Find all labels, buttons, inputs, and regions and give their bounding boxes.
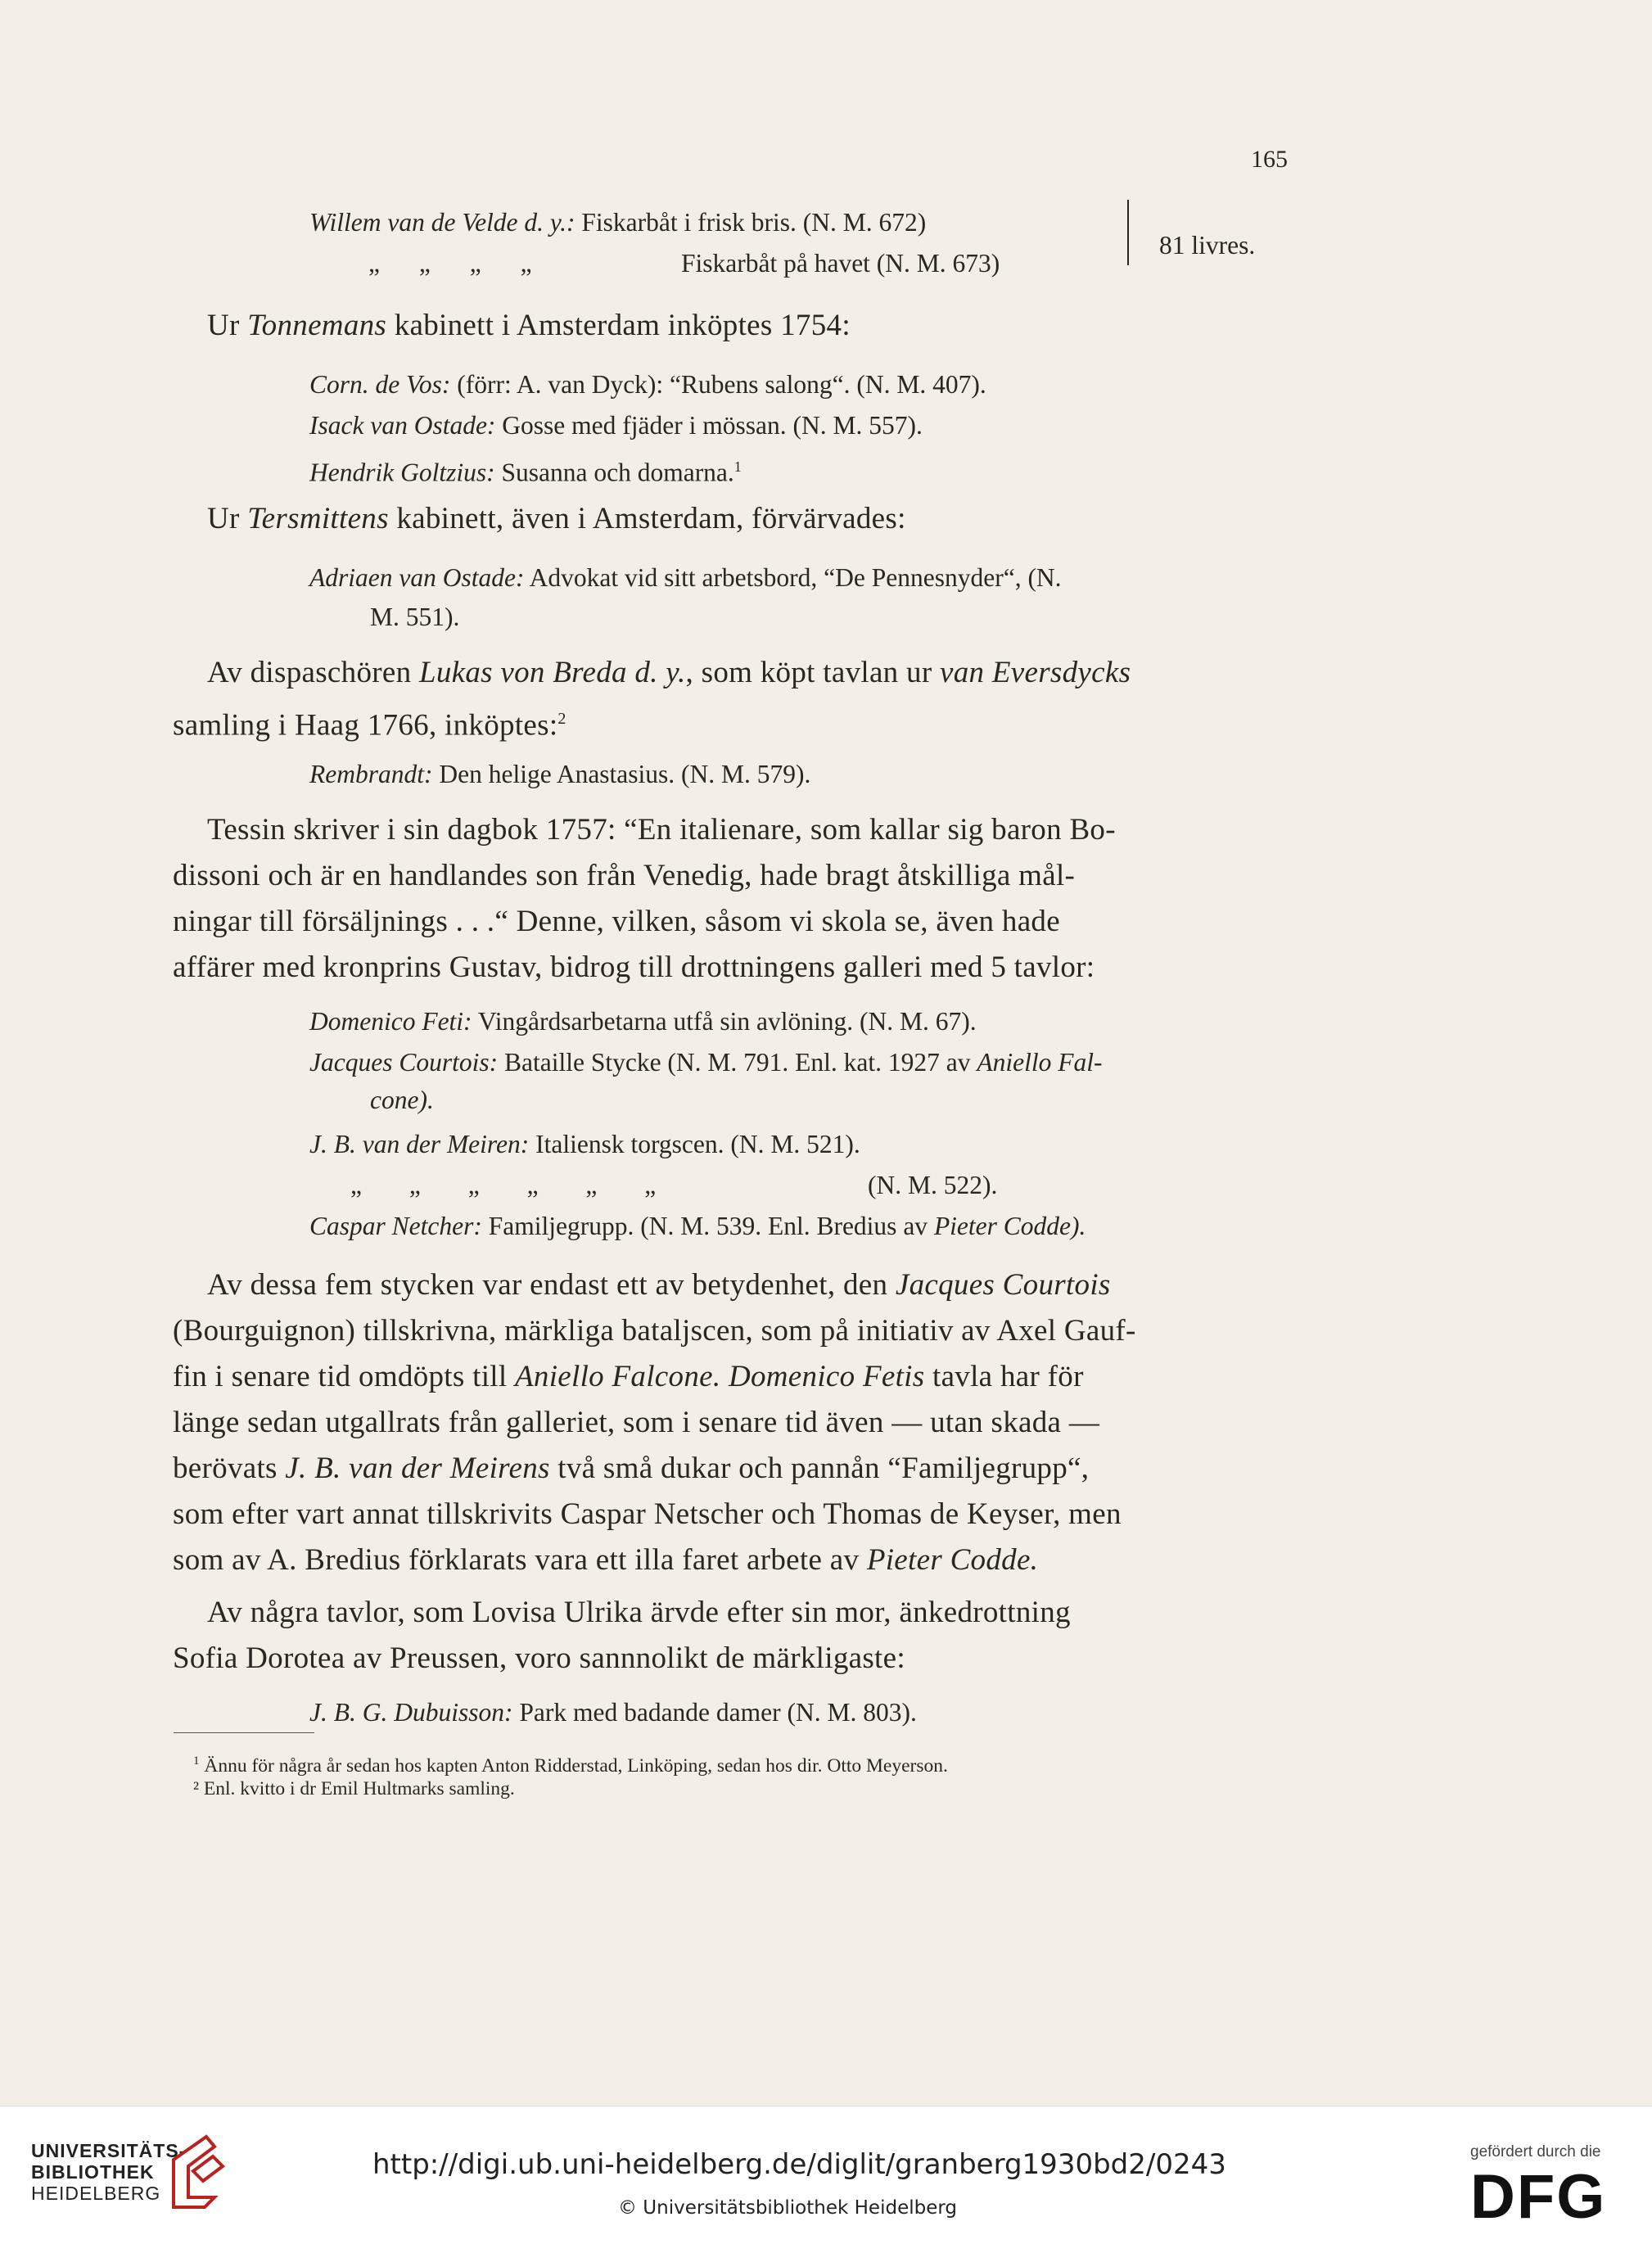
entry-dubuisson: J. B. G. Dubuisson: Park med badande damer (N. M. 803). bbox=[309, 1698, 917, 1727]
ditto-marks: „ „ „ „ bbox=[368, 249, 532, 278]
entry-adriaen-van-ostade: Adriaen van Ostade: Advokat vid sitt arbetsbord, “De Pennesnyder“, (N. bbox=[309, 563, 1062, 592]
heading-tonnemans: Ur Tonnemans kabinett i Amsterdam inköptes 1754: bbox=[207, 309, 851, 342]
permalink-url[interactable]: http://digi.ub.uni-heidelberg.de/diglit/granberg1930bd2/0243 bbox=[372, 2148, 1226, 2181]
paragraph-line: berövats J. B. van der Meirens två små dukar och pannån “Familjegrupp“, bbox=[173, 1452, 1090, 1485]
library-name-line3: HEIDELBERG bbox=[31, 2183, 161, 2204]
entry-goltzius: Hendrik Goltzius: Susanna och domarna.$^1$ bbox=[309, 458, 742, 487]
entry-isack-van-ostade: Isack van Ostade: Gosse med fjäder i mössan. (N. M. 557). bbox=[309, 411, 923, 440]
brace bbox=[1127, 200, 1137, 265]
footnote-rule bbox=[174, 1732, 314, 1733]
paragraph-line: ningar till försäljnings . . .“ Denne, vilken, såsom vi skola se, även hade bbox=[173, 905, 1060, 938]
paragraph-line: Sofia Dorotea av Preussen, voro sannnolikt de märkligaste: bbox=[173, 1641, 905, 1675]
paragraph-line: som efter vart annat tillskrivits Caspar Netscher och Thomas de Keyser, men bbox=[173, 1497, 1122, 1531]
collector-name: Tersmittens bbox=[247, 502, 389, 535]
library-name-line1: UNIVERSITÄTS- bbox=[31, 2140, 187, 2161]
dfg-logo: DFG bbox=[1470, 2162, 1607, 2232]
entry-de-vos: Corn. de Vos: (förr: A. van Dyck): “Rubens salong“. (N. M. 407). bbox=[309, 370, 986, 399]
paragraph-line: Av några tavlor, som Lovisa Ulrika ärvde efter sin mor, änkedrottning bbox=[207, 1596, 1071, 1629]
entry-continuation: cone). bbox=[370, 1086, 434, 1114]
paragraph-line: länge sedan utgallrats från galleriet, som i senare tid även — utan skada — bbox=[173, 1406, 1100, 1439]
entry-feti: Domenico Feti: Vingårdsarbetarna utfå sin avlöning. (N. M. 67). bbox=[309, 1007, 977, 1036]
paragraph-line: (Bourguignon) tillskrivna, märkliga bataljscen, som på initiativ av Axel Gauf- bbox=[173, 1314, 1136, 1348]
footnote-1: $^1$ Ännu för några år sedan hos kapten Anton Ridderstad, Linköping, sedan hos dir. Otto Meyerson. bbox=[193, 1754, 948, 1777]
paragraph-line: affärer med kronprins Gustav, bidrog till drottningens galleri med 5 tavlor: bbox=[173, 950, 1095, 984]
entry-rembrandt: Rembrandt: Den helige Anastasius. (N. M. 579). bbox=[309, 760, 811, 788]
sponsor-label: gefördert durch die bbox=[1470, 2143, 1601, 2160]
entry-meiren-2: (N. M. 522). bbox=[868, 1171, 998, 1199]
footnote-ref: 1 bbox=[733, 458, 742, 475]
page-number: 165 bbox=[1251, 146, 1288, 173]
entry-meiren: J. B. van der Meiren: Italiensk torgscen. (N. M. 521). bbox=[309, 1130, 860, 1158]
footnote-ref: 2 bbox=[557, 710, 566, 728]
ditto-marks: „ „ „ „ „ „ bbox=[350, 1171, 657, 1199]
collector-name: Tonnemans bbox=[247, 309, 387, 342]
library-name-line2: BIBLIOTHEK bbox=[31, 2161, 155, 2183]
paragraph-line: Av dessa fem stycken var endast ett av betydenhet, den Jacques Courtois bbox=[207, 1268, 1111, 1302]
artist-name: Willem van de Velde d. y.: bbox=[309, 208, 575, 237]
heading-tersmittens: Ur Tersmittens kabinett, även i Amsterdam, förvärvades: bbox=[207, 502, 906, 535]
heading-breda-line2: samling i Haag 1766, inköptes:$^2$ bbox=[173, 708, 566, 743]
entry-courtois: Jacques Courtois: Bataille Stycke (N. M. 791. Enl. kat. 1927 av Aniello Fal- bbox=[309, 1048, 1103, 1077]
entry-velde-1 bbox=[309, 203, 926, 242]
price-note: 81 livres. bbox=[1159, 231, 1256, 260]
paragraph-line: Tessin skriver i sin dagbok 1757: “En italienare, som kallar sig baron Bo- bbox=[207, 813, 1116, 847]
library-logo-icon bbox=[164, 2130, 237, 2212]
heading-breda-line1: Av dispaschören Lukas von Breda d. y., som köpt tavlan ur van Eversdycks bbox=[207, 656, 1131, 689]
entry-continuation: M. 551). bbox=[370, 603, 460, 631]
paragraph-line: som av A. Bredius förklarats vara ett illa faret arbete av Pieter Codde. bbox=[173, 1543, 1039, 1577]
copyright-note: © Universitätsbibliothek Heidelberg bbox=[618, 2197, 958, 2219]
entry-velde-2: Fiskarbåt på havet (N. M. 673) bbox=[681, 249, 1000, 278]
entry-netcher: Caspar Netcher: Familjegrupp. (N. M. 539. Enl. Bredius av Pieter Codde). bbox=[309, 1212, 1086, 1240]
paragraph-line: dissoni och är en handlandes son från Venedig, hade bragt åtskilliga mål- bbox=[173, 859, 1076, 892]
paragraph-line: fin i senare tid omdöpts till Aniello Falcone. Domenico Fetis tavla har för bbox=[173, 1360, 1084, 1393]
work-title: Fiskarbåt i frisk bris. (N. M. 672) bbox=[581, 208, 927, 237]
footnote-2: ² Enl. kvitto i dr Emil Hultmarks samling. bbox=[193, 1778, 515, 1799]
